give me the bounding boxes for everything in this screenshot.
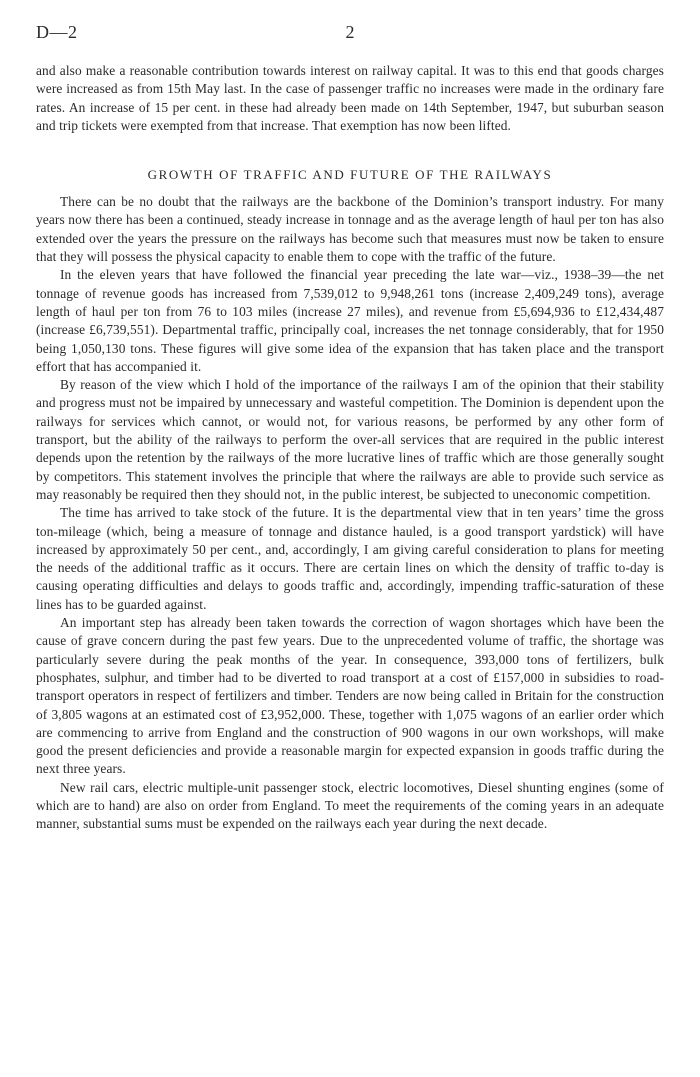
page-header	[36, 22, 664, 46]
paragraph-wagon-shortages: An important step has already been taken towards the correction of wagon shortages which have been the cause of grave concern during the past few years. Due to the unprecedented volume of traffic, the shortage was particularly severe during the peak months of the year. In consequence, 393,000 tons of fertilizers, bulk phosphates, sulphur, and timber had to be diverted to road transport at a cost of £157,000 in subsidies to road-transport operators in respect of fertilizers and timber. Tenders are now being called in Britain for the construction of 3,805 wagons at an estimated cost of £3,952,000. These, together with 1,075 wagons of an earlier order which are commencing to arrive from England and the construction of 900 wagons in our own workshops, will make good the present deficiencies and provide a reasonable margin for expected expansion in goods traffic during the next three years.	[36, 615, 664, 777]
section-heading: GROWTH OF TRAFFIC AND FUTURE OF THE RAILWAYS	[147, 167, 553, 183]
paragraph-tonnage-statistics: In the eleven years that have followed the financial year preceding the late war—viz., 1938–39—the net tonnage of revenue goods has increased from 7,539,012 to 9,948,261 tons (increase 2,409,249 tons), average length of haul per ton from 76 to 103 miles (increase 27 miles), and revenue from £5,694,936 to £12,434,487 (increase £6,739,551). Departmental traffic, principally coal, increases the net tonnage considerably, that for 1950 being 1,050,130 tons. These figures will give some idea of the expansion that has taken place and the transport effort that has accompanied it.	[36, 267, 664, 374]
paragraph-future-planning: The time has arrived to take stock of the future. It is the departmental view that in ten years’ time the gross ton-mileage (which, being a measure of tonnage and distance hauled, is a good transport yardstick) will have increased by approximately 50 per cent., and, accordingly, I am giving careful consideration to plans for meeting the needs of the additional traffic as it occurs. There are certain lines on which the density of traffic to-day is causing operating difficulties and delays to goods traffic and, accordingly, impending traffic-saturation of these lines has to be guarded against.	[36, 505, 664, 612]
page-number: 2	[345, 22, 355, 42]
intro-paragraph: and also make a reasonable contribution towards interest on railway capital. It was to this end that goods charges were increased as from 15th May last. In the case of passenger traffic no increases were made in the ordinary fare rates. An increase of 15 per cent. in these had already been made on 14th September, 1947, but suburban season and trip tickets were exempted from that increase. That exemption has now been lifted.	[36, 63, 664, 133]
folio-label: D—2	[36, 22, 78, 42]
paragraph-rolling-stock: New rail cars, electric multiple-unit passenger stock, electric locomotives, Diesel shunting engines (some of which are to hand) are also on order from England. To meet the requirements of the coming years in an adequate manner, substantial sums must be expended on the railways each year during the next decade.	[36, 779, 664, 832]
paragraph-competition: By reason of the view which I hold of the importance of the railways I am of the opinion that their stability and progress must not be impaired by unnecessary and wasteful competition. The Dominion is dependent upon the railways for services which cannot, or would not, for various reasons, be performed by any other form of transport, but the ability of the railways to perform the over-all services that are required in the public interest depends upon the retention by the railways of the more lucrative lines of traffic which are those generally sought by competitors. This statement involves the principle that where the railways are able to provide such service as may reasonably be required then they should not, in the public interest, be subjected to uneconomic competition.	[36, 377, 664, 502]
page-body	[36, 62, 664, 834]
paragraph-backbone: There can be no doubt that the railways are the backbone of the Dominion’s transport industry. For many years now there has been a continued, steady increase in tonnage and as the average length of haul per ton has also extended over the years the pressure on the railways has become such that measures must now be taken to ensure that they will possess the physical capacity to enable them to cope with the traffic of the future.	[36, 194, 664, 265]
